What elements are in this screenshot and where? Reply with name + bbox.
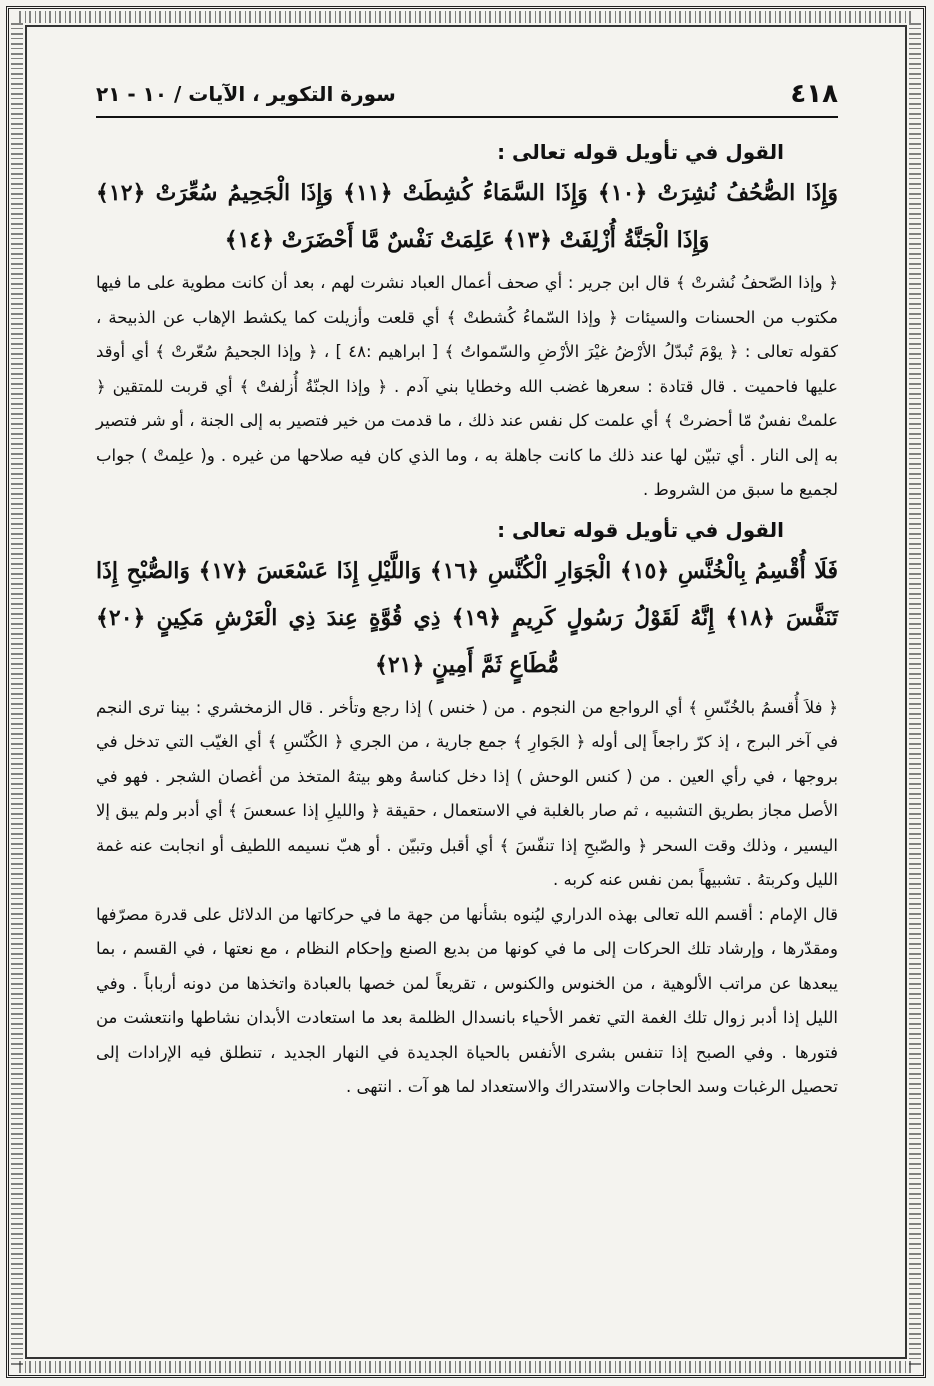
section-title-2: القول في تأويل قوله تعالى : [497,517,784,542]
bottom-chain-ornament [19,1361,913,1373]
running-header [96,72,838,118]
page-content [96,72,838,1332]
quran-verse-block-1: وَإِذَا الصُّحُفُ نُشِرَتْ ﴿١٠﴾ وَإِذَا السَّمَاءُ كُشِطَتْ ﴿١١﴾ وَإِذَا الْجَحِيمُ سُعِّرَتْ ﴿١٢﴾ وَإِذَا الْجَنَّةُ أُزْلِفَتْ ﴿١٣﴾ عَلِمَتْ نَفْسٌ مَّا أَحْضَرَتْ ﴿١٤﴾ [96,180,839,253]
left-chain-ornament [11,19,23,1365]
commentary-paragraph-2: ﴿ فلاَ أُقسمُ بالخُنّسِ ﴾ أي الرواجع من النجوم . من ( خنس ) إذا رجع وتأخر . قال الزمخشري : بينا ترى النجم في آخر البرج ، إذ كرّ راجعاً إلى أوله ﴿ الجَوارِ ﴾ جمع جارية ، من الجري ﴿ الكُنّسِ ﴾ أي الغيّب التي تدخل في بروجها ، في رأي العين . من ( كنس الوحش ) إذا دخل كناسهُ وهو بيتهُ المتخذ من أغصان الشجر . فهو في الأصل مجاز بطريق التشبيه ، ثم صار بالغلبة في الاستعمال ، حقيقة ﴿ والليلِ إذا عسعسَ ﴾ أي أدبر ولم يبق إلا اليسير ، وذلك وقت السحر ﴿ والصّبحِ إذا تنفّسَ ﴾ أي أقبل وتبيّن . أو هبّ نسيمه اللطيف أو انجابت عنه غمة الليل وكربتهُ . تشبيهاً بمن نفس عنه كربه . [96,697,838,889]
commentary-paragraph-3: قال الإمام : أقسم الله تعالى بهذه الدراري ليُنوه بشأنها من جهة ما في حركاتها من الدلائل على قدرة مصرّفها ومقدّرها ، وإرشاد تلك الحركات إلى ما في كونها من بديع الصنع وإحكام النظام ، مع نعتها ، في القسم ، بما يبعدها عن مراتب الألوهية ، من الخنوس والكنوس ، تقريعاً لمن خصها بالعبادة واتخذها من دونه أرباباً . وفي الليل إذا أدبر زوال تلك الغمة التي تغمر الأحياء بانسدال الظلمة بعد ما استعادت الأبدان نشاطها وانتعشت من فتورها . وفي الصبح إذا تنفس بشرى الأنفس بالحياة الجديدة في النهار الجديد ، تنطلق فيه الإرادات إلى تحصيل الرغبات وسد الحاجات والاستدراك والاستعداد لما هو آت . انتهى . [96,904,838,1096]
page-number: ٤١٨ [790,79,838,109]
top-chain-ornament [19,11,913,23]
running-title: سورة التكوير ، الآيات / ١٠ - ٢١ [96,82,396,106]
commentary-paragraph-1: ﴿ وإذا الصّحفُ نُشرتْ ﴾ قال ابن جرير : أي صحف أعمال العباد نشرت لهم ، بعد أن كانت مطوية على ما فيها مكتوب من الحسنات والسيئات ﴿ وإذا السّماءُ كُشطتْ ﴾ أي قلعت وأزيلت كما يكشط الإهاب عن الذبيحة ، كقوله تعالى : ﴿ يوْمَ تُبدّلُ الأرْضُ غيْرَ الأرْضِ والسّمواتُ ﴾ [ ابراهيم :٤٨ ] ، ﴿ وإذا الجحيمُ سُعّرتْ ﴾ أي أوقد عليها فاحميت . قال قتادة : سعرها غضب الله وخطايا بني آدم . ﴿ وإذا الجنّةُ أُزلفتْ ﴾ أي قربت للمتقين ﴿ علمتْ نفسٌ مّا أحضرتْ ﴾ أي علمت كل نفس عند ذلك ، ما قدمت من خير فتصير به إلى الجنة ، أو شر فتصير به إلى النار . أي تبيّن لها عند ذلك ما كانت جاهلة به ، وما الذي كان فيه صلاحها من غيره . و( علِمتْ ) جواب لجميع ما سبق من الشروط . [96,273,838,499]
section-title-1: القول في تأويل قوله تعالى : [497,140,784,164]
right-chain-ornament [909,19,921,1365]
quran-verse-block-2: فَلَا أُقْسِمُ بِالْخُنَّسِ ﴿١٥﴾ الْجَوَارِ الْكُنَّسِ ﴿١٦﴾ وَاللَّيْلِ إِذَا عَسْعَسَ ﴿١٧﴾ وَالصُّبْحِ إِذَا تَنَفَّسَ ﴿١٨﴾ إِنَّهُ لَقَوْلُ رَسُولٍ كَرِيمٍ ﴿١٩﴾ ذِي قُوَّةٍ عِندَ ذِي الْعَرْشِ مَكِينٍ ﴿٢٠﴾ مُّطَاعٍ ثَمَّ أَمِينٍ ﴿٢١﴾ [96,557,838,678]
